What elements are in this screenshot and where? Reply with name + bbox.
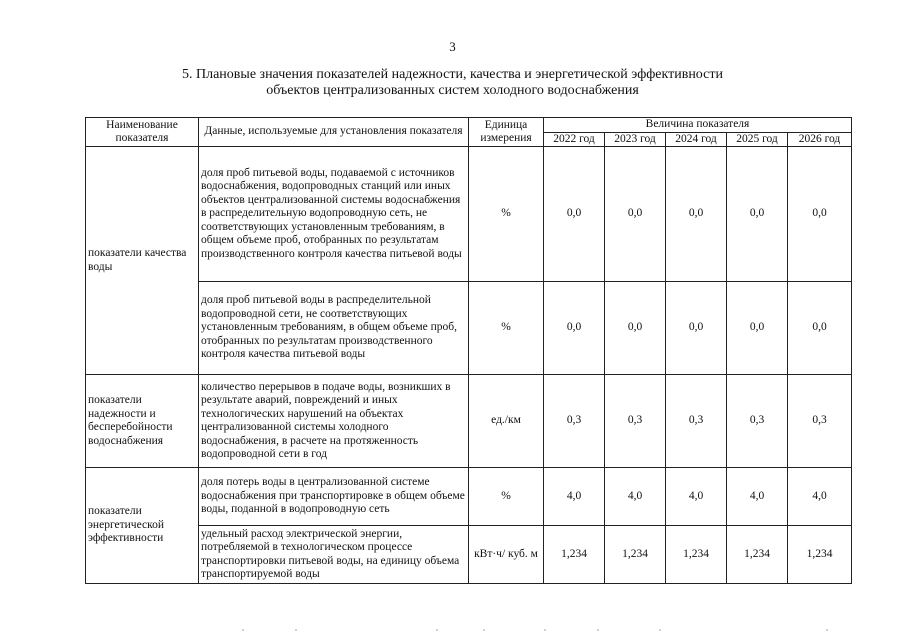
group-name-quality: показатели качества воды bbox=[86, 147, 199, 375]
table-row bbox=[86, 468, 852, 526]
row-value: 1,234 bbox=[544, 526, 605, 584]
row-value: 0,0 bbox=[544, 282, 605, 375]
table-row bbox=[86, 147, 852, 282]
row-description: удельный расход электрической энергии, потребляемой в технологическом процессе транспортировки питьевой воды, на единицу объема транспортируемой воды bbox=[199, 526, 469, 584]
row-description: доля проб питьевой воды в распределительной водопроводной сети, не соответствующих установленным требованиям, в общем объеме проб, отобранных по результатам производственного контроля качества питьевой воды bbox=[199, 282, 469, 375]
row-value: 4,0 bbox=[544, 468, 605, 526]
header-year: 2022 год bbox=[544, 132, 605, 147]
row-value: 1,234 bbox=[605, 526, 666, 584]
row-value: 0,3 bbox=[544, 375, 605, 468]
row-value: 0,0 bbox=[788, 147, 852, 282]
row-value: 0,0 bbox=[605, 282, 666, 375]
row-description: доля проб питьевой воды, подаваемой с источников водоснабжения, водопроводных станций или иных объектов централизованной системы водоснабжения в распределительную водопроводную сеть, не соответствующих установленным требованиям, в общем объеме проб, отобранных по результатам производственного контроля качества питьевой воды bbox=[199, 147, 469, 282]
header-year: 2026 год bbox=[788, 132, 852, 147]
row-value: 4,0 bbox=[605, 468, 666, 526]
row-value: 1,234 bbox=[666, 526, 727, 584]
table-row bbox=[86, 375, 852, 468]
document-title bbox=[120, 67, 785, 99]
row-unit: кВт·ч/ куб. м bbox=[469, 526, 544, 584]
row-unit: ед./км bbox=[469, 375, 544, 468]
scan-artifact-dots bbox=[0, 628, 905, 632]
header-year: 2024 год bbox=[666, 132, 727, 147]
header-value-group: Величина показателя bbox=[544, 118, 852, 133]
row-value: 4,0 bbox=[666, 468, 727, 526]
row-value: 0,3 bbox=[666, 375, 727, 468]
row-value: 4,0 bbox=[788, 468, 852, 526]
row-value: 0,0 bbox=[788, 282, 852, 375]
row-value: 1,234 bbox=[788, 526, 852, 584]
row-value: 1,234 bbox=[727, 526, 788, 584]
group-name-energy: показатели энергетической эффективности bbox=[86, 468, 199, 584]
row-value: 0,0 bbox=[605, 147, 666, 282]
row-value: 0,0 bbox=[666, 282, 727, 375]
header-source-data: Данные, используемые для установления показателя bbox=[199, 118, 469, 147]
header-year: 2023 год bbox=[605, 132, 666, 147]
header-unit: Единица измерения bbox=[469, 118, 544, 147]
row-value: 0,0 bbox=[727, 282, 788, 375]
table-row bbox=[86, 282, 852, 375]
row-unit: % bbox=[469, 282, 544, 375]
indicators-table bbox=[85, 117, 852, 584]
title-line-1: 5. Плановые значения показателей надежности, качества и энергетической эффективности bbox=[182, 67, 723, 82]
row-value: 0,3 bbox=[788, 375, 852, 468]
row-description: доля потерь воды в централизованной системе водоснабжения при транспортировке в общем объеме воды, поданной в водопроводную сеть bbox=[199, 468, 469, 526]
table-row bbox=[86, 526, 852, 584]
row-unit: % bbox=[469, 147, 544, 282]
row-value: 4,0 bbox=[727, 468, 788, 526]
title-line-2: объектов централизованных систем холодного водоснабжения bbox=[266, 83, 639, 98]
header-year: 2025 год bbox=[727, 132, 788, 147]
page-number: 3 bbox=[449, 39, 456, 54]
row-value: 0,3 bbox=[605, 375, 666, 468]
row-value: 0,0 bbox=[727, 147, 788, 282]
group-name-reliability: показатели надежности и бесперебойности водоснабжения bbox=[86, 375, 199, 468]
row-value: 0,3 bbox=[727, 375, 788, 468]
row-unit: % bbox=[469, 468, 544, 526]
row-description: количество перерывов в подаче воды, возникших в результате аварий, повреждений и иных технологических нарушений на объектах централизованной системы холодного водоснабжения, в расчете на протяженность водопроводной сети в год bbox=[199, 375, 469, 468]
row-value: 0,0 bbox=[544, 147, 605, 282]
header-indicator-name: Наименование показателя bbox=[86, 118, 199, 147]
row-value: 0,0 bbox=[666, 147, 727, 282]
